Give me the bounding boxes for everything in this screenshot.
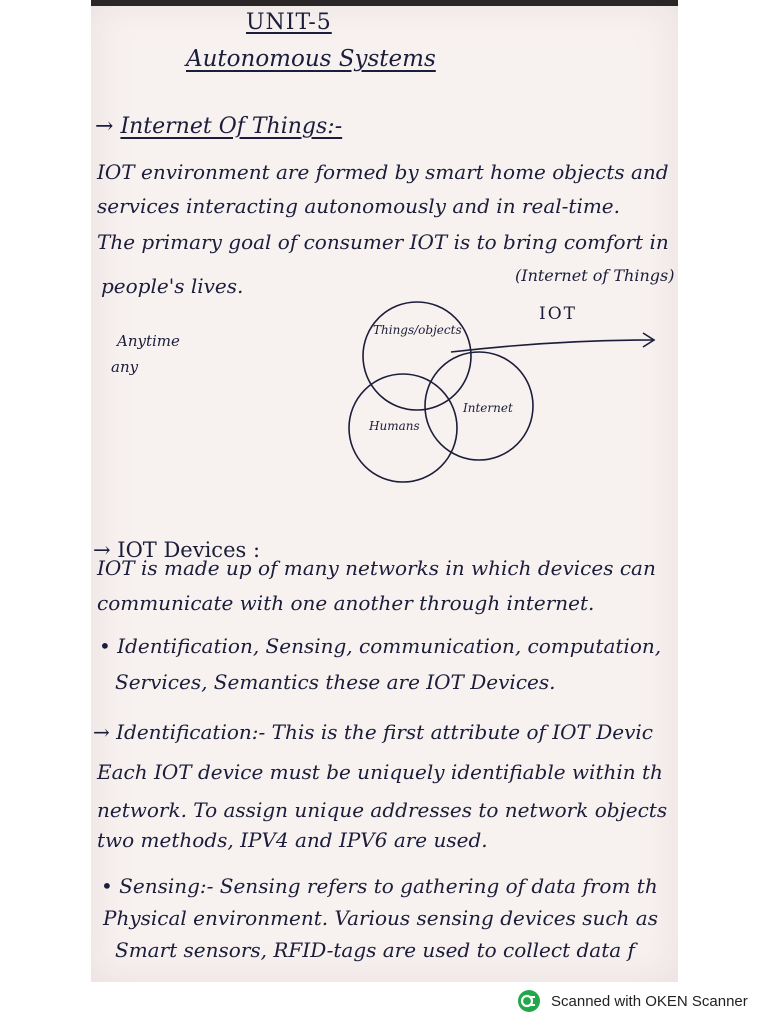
iot-arrow-line [451,340,653,352]
notebook-page [91,0,678,982]
paragraph-line: Smart sensors, RFID-tags are used to collect data f [115,938,635,962]
paragraph-line: Services, Semantics these are IOT Devices. [115,670,556,694]
venn-label-internet: Internet [463,401,513,415]
unit-title: UNIT-5 [246,10,332,35]
diagram-note-any: any [111,358,139,376]
bullet-line: • Identification, Sensing, communication, computation, [99,634,662,658]
paragraph-line: people's lives. [101,274,244,298]
paragraph-line: IOT environment are formed by smart home objects and [97,160,669,184]
diagram-caption-full: (Internet of Things) [515,266,675,285]
paragraph-line: two methods, IPV4 and IPV6 are used. [97,828,488,852]
iot-venn-diagram [331,300,671,490]
venn-label-humans: Humans [369,419,420,433]
paragraph-line: The primary goal of consumer IOT is to bring comfort in [97,230,669,254]
bullet-line-sensing: • Sensing:- Sensing refers to gathering of data from th [101,874,658,898]
diagram-note-anytime: Anytime [117,332,180,350]
scanner-watermark [517,989,748,1013]
oken-scanner-icon [517,989,541,1013]
paragraph-line: network. To assign unique addresses to network objects [97,798,668,822]
unit-subtitle: Autonomous Systems [186,46,436,72]
section-heading-iot [95,116,342,138]
page-top-edge [91,0,678,6]
section-heading-iot-devices: → IOT Devices : [93,538,261,562]
diagram-caption-short: IOT [539,304,577,324]
scanner-watermark-text: Scanned with OKEN Scanner [551,992,748,1010]
paragraph-line: communicate with one another through internet. [97,591,595,615]
paragraph-line: Physical environment. Various sensing devices such as [103,906,658,930]
venn-circle-things [363,302,471,410]
arrow-icon: → [95,114,114,139]
paragraph-line: IOT is made up of many networks in which devices can [97,556,656,580]
section-heading-text: Internet Of Things:- [120,114,343,139]
venn-label-things: Things/objects [373,323,462,337]
paragraph-line: Each IOT device must be uniquely identifiable within th [97,760,663,784]
section-heading-identification: → Identification:- This is the first attribute of IOT Devic [93,720,653,744]
paragraph-line: services interacting autonomously and in real-time. [97,194,620,218]
